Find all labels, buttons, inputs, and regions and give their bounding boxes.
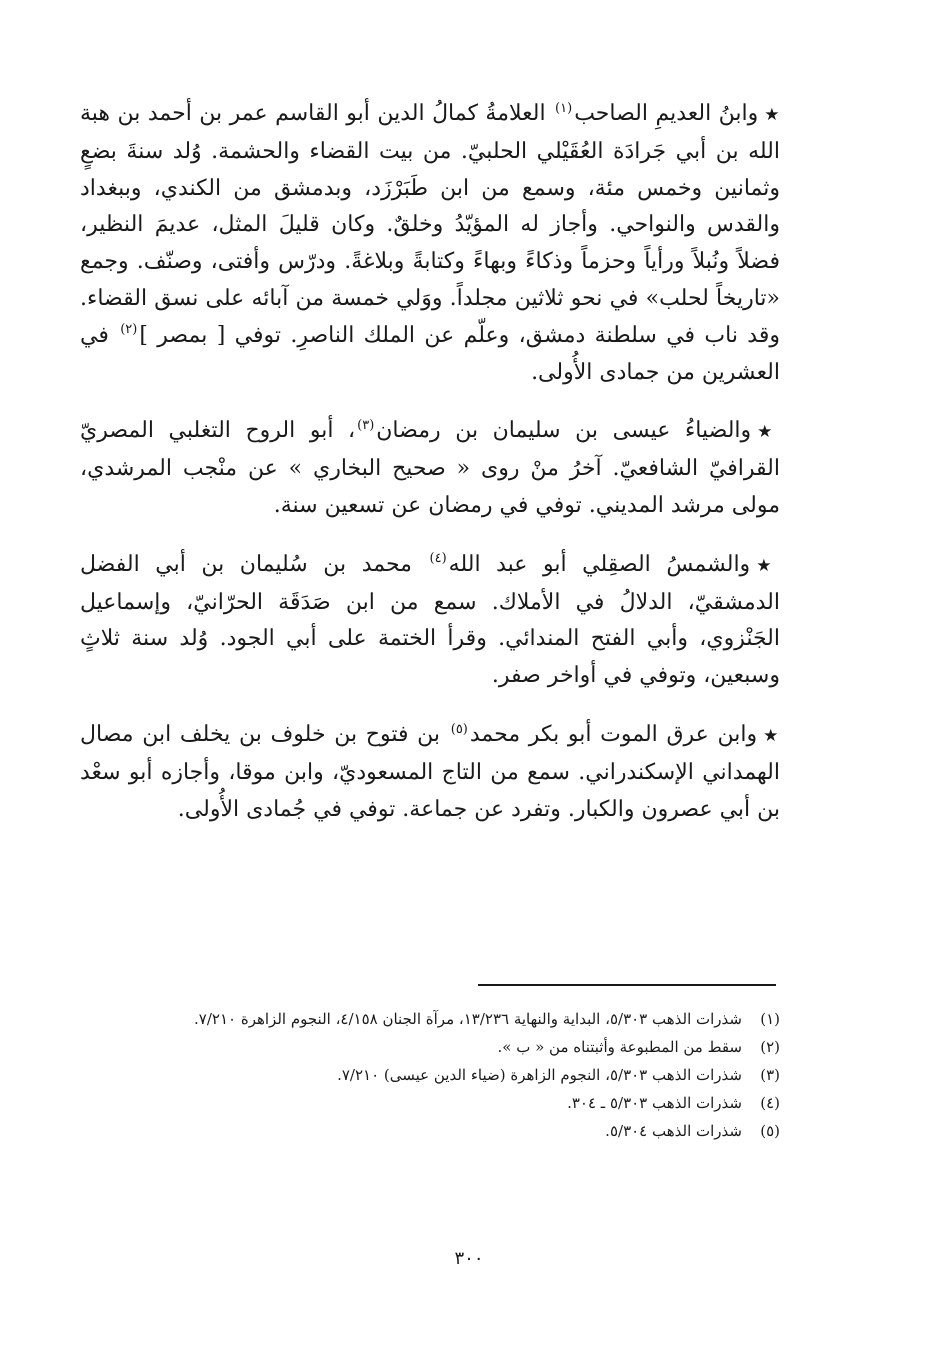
footnote-ref: (٤) [429, 551, 447, 567]
star-icon: ★ [764, 105, 780, 125]
biography-entries [80, 96, 780, 828]
biography-entry [80, 96, 780, 391]
biography-entry [80, 717, 780, 828]
footnote [150, 1089, 780, 1117]
footnote-number: (٥) [760, 1122, 780, 1140]
footnote-ref: (١) [555, 100, 573, 116]
footnote-text: سقط من المطبوعة وأثبتناه من « ب ». [497, 1038, 742, 1056]
entry-text: في العشرين من جمادى الأُولى. [80, 322, 780, 385]
biography-entry [80, 547, 780, 695]
footnote-number: (١) [760, 1010, 780, 1028]
entry-text: وابنُ العديمِ الصاحب [574, 101, 759, 126]
footnote-text: شذرات الذهب ٥/٣٠٣ ـ ٣٠٤. [567, 1094, 742, 1112]
footnote-number: (٣) [760, 1066, 780, 1084]
footnote [150, 1117, 780, 1145]
entry-text: والضياءُ عيسى بن سليمان بن رمضان [376, 418, 752, 444]
entry-text: محمد بن سُليمان بن أبي الفضل الدمشقيّ، الدلالُ في الأملاك. سمع من ابن صَدَقَة الحرّانيّ، وإسماعيل الجَنْزوي، وأبي الفتح المندائي. وقرأ الختمة على أبي الجود. وُلد سنة ثلاثٍ وسبعين، وتوفي في أواخر صفر. [80, 551, 780, 689]
biography-entry [80, 413, 780, 524]
entry-text: ، أبو الروح التغلبي المصريّ القرافيّ الشافعيّ. آخرُ منْ روى « صحيح البخاري » عن منْجب المرشدي، مولى مرشد المديني. توفي في رمضان عن تسعين سنة. [80, 418, 780, 518]
star-icon: ★ [756, 555, 780, 576]
footnote [150, 1033, 780, 1061]
entry-text: العلامةُ كمالُ الدين أبو القاسم عمر بن أحمد بن هبة الله بن أبي جَرادَة العُقَيْلي الحلبيّ. من بيت القضاء والحشمة. وُلد سنةَ بضعٍ وثمانين وخمس مئة، وسمع من ابن طَبَرْزَد، وبدمشق من الكندي، وببغداد والقدس والنواحي. وأجاز له المؤيّدُ وخلقٌ. وكان قليلَ المثل، عديمَ النظير، فضلاً ونُبلاً ورأياً وحزماً وذكاءً وبهاءً وكتابةً وبلاغةً. ودرّس وأفتى، وصنّف. وجمع «تاريخاً لحلب» في نحو ثلاثين مجلداً. ووَلي خمسة من آبائه على نسق القضاء. وقد ناب في سلطنة دمشق، وعلّم عن الملك الناصرِ. توفي [ بمصر ] [80, 101, 780, 348]
page-number: ٣٠٠ [454, 1248, 484, 1269]
entry-text: وابن عرق الموت أبو بكر محمد [469, 721, 758, 747]
footnote-text: شذرات الذهب ٥/٣٠٤. [605, 1122, 742, 1140]
footnote-ref: (٣) [357, 418, 375, 434]
footnote-divider [478, 984, 776, 986]
footnote-ref: (٢) [120, 322, 138, 338]
footnote-text: شذرات الذهب ٥/٣٠٣، النجوم الزاهرة (ضياء الدين عيسى) ٧/٢١٠. [337, 1066, 742, 1084]
footnote-number: (٤) [760, 1094, 780, 1112]
footnote-ref: (٥) [450, 721, 468, 737]
footnotes [150, 1005, 780, 1145]
footnote-number: (٢) [760, 1038, 780, 1056]
entry-text: والشمسُ الصقِلي أبو عبد الله [448, 551, 751, 577]
footnote [150, 1005, 780, 1033]
entry-text: بن فتوح بن خلوف بن يخلف ابن مصال الهمداني الإسكندراني. سمع من التاج المسعوديّ، وابن موقا، وأجازه أبو سعْد بن أبي عصرون والكبار. وتفرد عن جماعة. توفي في جُمادى الأُولى. [80, 721, 780, 822]
star-icon: ★ [763, 725, 781, 746]
star-icon: ★ [757, 422, 780, 443]
footnote-text: شذرات الذهب ٥/٣٠٣، البداية والنهاية ١٣/٢٣٦، مرآة الجنان ٤/١٥٨، النجوم الزاهرة ٧/٢١٠. [194, 1010, 742, 1028]
footnote [150, 1061, 780, 1089]
